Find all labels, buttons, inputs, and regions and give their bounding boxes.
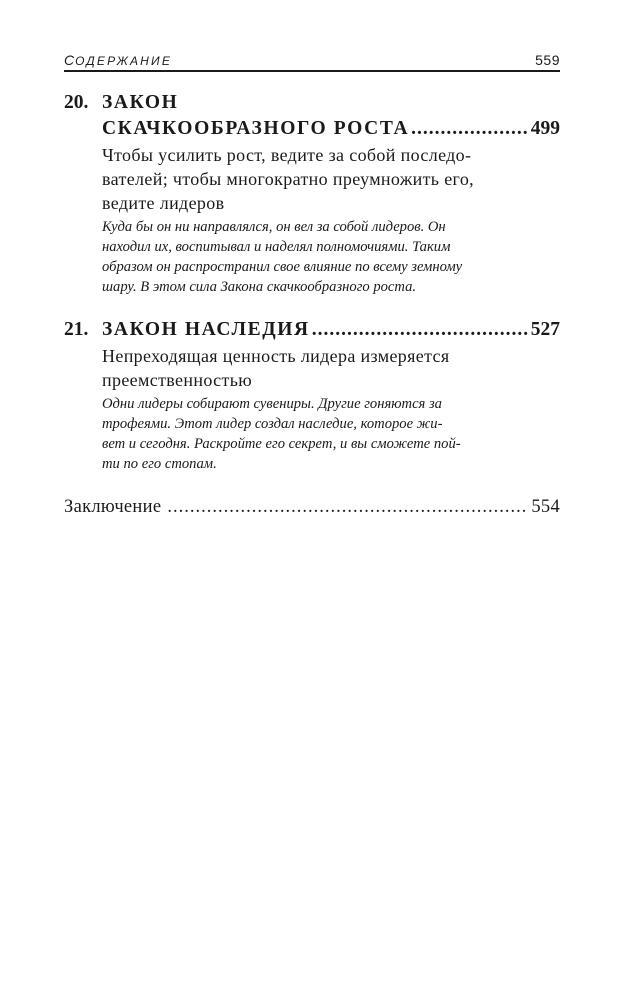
subtitle-line: Чтобы усилить рост, ведите за собой последо- bbox=[102, 145, 472, 165]
dot-leader bbox=[411, 116, 529, 142]
description-line: трофеями. Этот лидер создал наследие, которое жи- bbox=[102, 416, 443, 432]
subtitle-line: вателей; чтобы многократно преумножить его, bbox=[102, 169, 475, 189]
subtitle-line: преемственностью bbox=[102, 370, 253, 390]
toc-entry-title-line2: СКАЧКООБРАЗНОГО РОСТА bbox=[102, 118, 410, 139]
subtitle-line: ведите лидеров bbox=[102, 193, 225, 213]
description-line: шару. В этом сила Закона скачкообразного роста. bbox=[102, 279, 417, 295]
toc-entry-number: 20. bbox=[64, 92, 89, 113]
description-line: ти по его стопам. bbox=[102, 456, 217, 472]
running-head-page-number: 559 bbox=[535, 52, 560, 68]
subtitle-line: Непреходящая ценность лидера измеряется bbox=[102, 346, 450, 366]
toc-entry-20[interactable] bbox=[64, 90, 560, 297]
toc-entry-subtitle bbox=[64, 344, 560, 392]
toc-entry-title-line1: ЗАКОН bbox=[102, 92, 179, 113]
description-line: Одни лидеры собирают сувениры. Другие гоняются за bbox=[102, 396, 442, 412]
toc-entry-page: 499 bbox=[530, 118, 560, 139]
toc-entry-subtitle bbox=[64, 143, 560, 215]
toc-page bbox=[64, 46, 560, 520]
toc-entry-21[interactable] bbox=[64, 317, 560, 474]
running-head-title-cap: С bbox=[64, 52, 76, 68]
description-line: Куда бы он ни направлялся, он вел за собой лидеров. Он bbox=[102, 219, 446, 235]
running-head bbox=[64, 46, 560, 72]
toc-conclusion-label: Заключение bbox=[64, 497, 162, 517]
toc-entry-20-heading-line2 bbox=[64, 116, 560, 142]
description-line: образом он распространил свое влияние по всему земному bbox=[102, 259, 463, 275]
running-head-title bbox=[64, 52, 172, 68]
description-line: находил их, воспитывал и наделял полномочиями. Таким bbox=[102, 239, 451, 255]
description-line: вет и сегодня. Раскройте его секрет, и вы сможете пой- bbox=[102, 436, 461, 452]
running-head-title-rest: ОДЕРЖАНИЕ bbox=[75, 54, 173, 68]
toc-entry-title-line1: ЗАКОН НАСЛЕДИЯ bbox=[102, 319, 310, 340]
toc-entry-conclusion[interactable] bbox=[64, 494, 560, 520]
toc-conclusion-page: 554 bbox=[531, 497, 560, 517]
toc-entry-number: 21. bbox=[64, 319, 89, 340]
toc-conclusion-line bbox=[64, 494, 560, 520]
toc-entry-20-heading-line1 bbox=[64, 90, 560, 116]
toc-entry-description bbox=[64, 217, 560, 297]
toc-entry-description bbox=[64, 394, 560, 474]
toc-entry-21-heading bbox=[64, 317, 560, 343]
dot-leader bbox=[167, 494, 525, 520]
dot-leader bbox=[312, 317, 529, 343]
toc-entry-page: 527 bbox=[530, 319, 560, 340]
